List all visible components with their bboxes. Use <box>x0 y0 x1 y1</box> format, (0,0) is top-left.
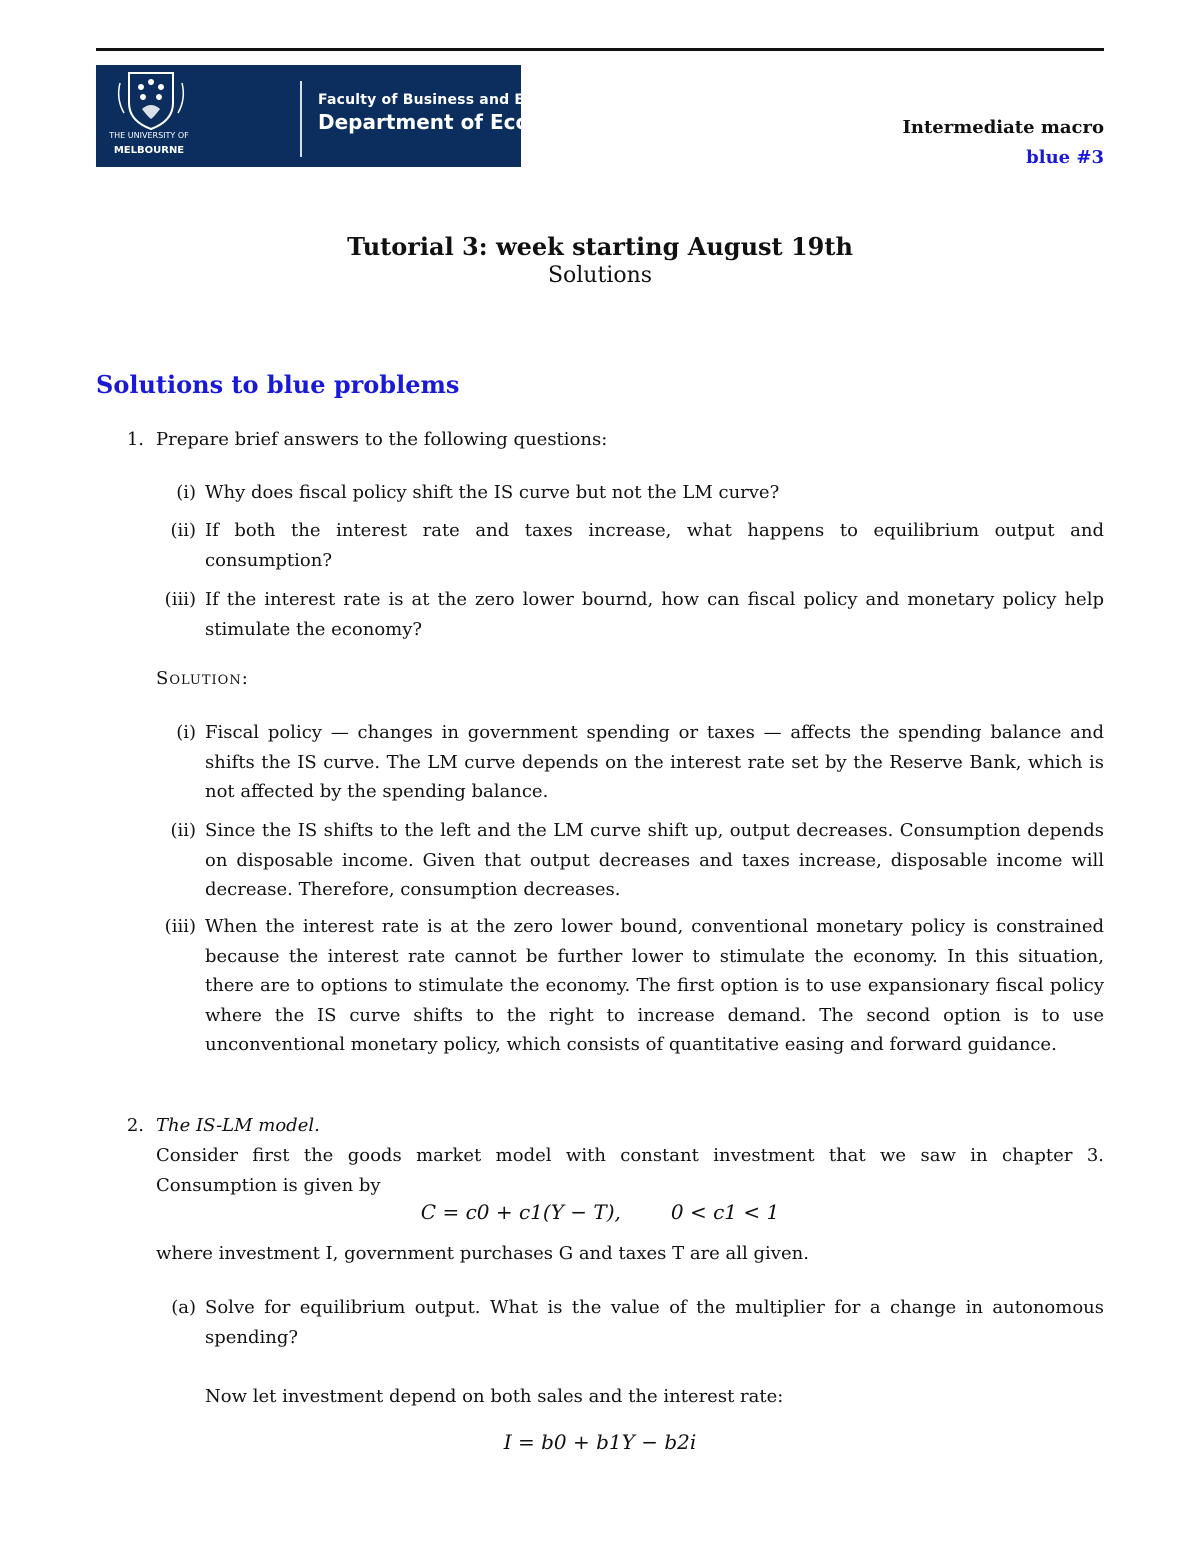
logo-divider <box>300 81 302 157</box>
department-name: Department of Economics <box>318 110 609 134</box>
answer-item: Since the IS shifts to the left and the LM curve shift up, output decreases. Consumption depends on disposable income. Given that output decreases and taxes increase, disposable income will decrease. Therefore, consumption decreases. <box>205 820 1104 900</box>
university-logo <box>96 65 609 167</box>
question-item: If the interest rate is at the zero lower bournd, how can fiscal policy and monetary policy help stimulate the economy? <box>205 589 1104 640</box>
question-number: 2. <box>126 1115 144 1136</box>
investment-equation: I = b0 + b1Y − b2i <box>503 1430 697 1454</box>
course-name: Intermediate macro <box>902 117 1104 138</box>
question-label: (ii) <box>170 520 196 541</box>
equation-condition: 0 < c1 < 1 <box>670 1200 780 1224</box>
consumption-equation <box>0 1200 1200 1224</box>
page-subtitle: Solutions <box>547 263 653 288</box>
section-heading: Solutions to blue problems <box>96 370 460 399</box>
part-label: (a) <box>171 1297 196 1318</box>
problem-set-label: blue #3 <box>1026 147 1104 168</box>
answer-item: When the interest rate is at the zero lower bound, conventional monetary policy is constrained because the interest rate cannot be further lower to stimulate the economy. In this situation, there are to options to stimulate the economy. The first option is to use expansionary fiscal policy where the IS curve shifts to the right to increase demand. The second option is to use unconventional monetary policy, which consists of quantitative easing and forward guidance. <box>205 916 1104 1055</box>
university-name-line1: THE UNIVERSITY OF <box>109 131 189 140</box>
answer-label: (i) <box>176 722 196 743</box>
answer-item: Fiscal policy — changes in government spending or taxes — affects the spending balance and shifts the IS curve. The LM curve depends on the interest rate set by the Reserve Bank, which is not affected by the spending balance. <box>205 722 1104 802</box>
question-number: 1. <box>126 429 144 450</box>
answer-label: (ii) <box>170 820 196 841</box>
equation-note: where investment I, government purchases G and taxes T are all given. <box>156 1243 809 1264</box>
question-item: Why does fiscal policy shift the IS curve but not the LM curve? <box>205 482 780 503</box>
page-title: Tutorial 3: week starting August 19th <box>347 232 853 261</box>
university-name-line2: MELBOURNE <box>113 145 185 156</box>
equation-main: C = c0 + c1(Y − T), <box>420 1200 621 1224</box>
question-title: The IS-LM model. <box>156 1115 320 1136</box>
solution-label: Solution: <box>156 668 249 689</box>
question-intro: Consider first the goods market model with constant investment that we saw in chapter 3. Consumption is given by <box>156 1145 1104 1196</box>
question-label: (iii) <box>164 589 196 610</box>
faculty-name: Faculty of Business and Economics <box>318 92 600 108</box>
question-item: If both the interest rate and taxes increase, what happens to equilibrium output and consumption? <box>205 520 1104 571</box>
question-label: (i) <box>176 482 196 503</box>
investment-lead-in: Now let investment depend on both sales and the interest rate: <box>205 1386 784 1407</box>
question-prompt: Prepare brief answers to the following questions: <box>156 429 608 450</box>
part-question: Solve for equilibrium output. What is the value of the multiplier for a change in autonomous spending? <box>205 1297 1104 1348</box>
answer-label: (iii) <box>164 916 196 937</box>
top-rule <box>96 48 1104 51</box>
